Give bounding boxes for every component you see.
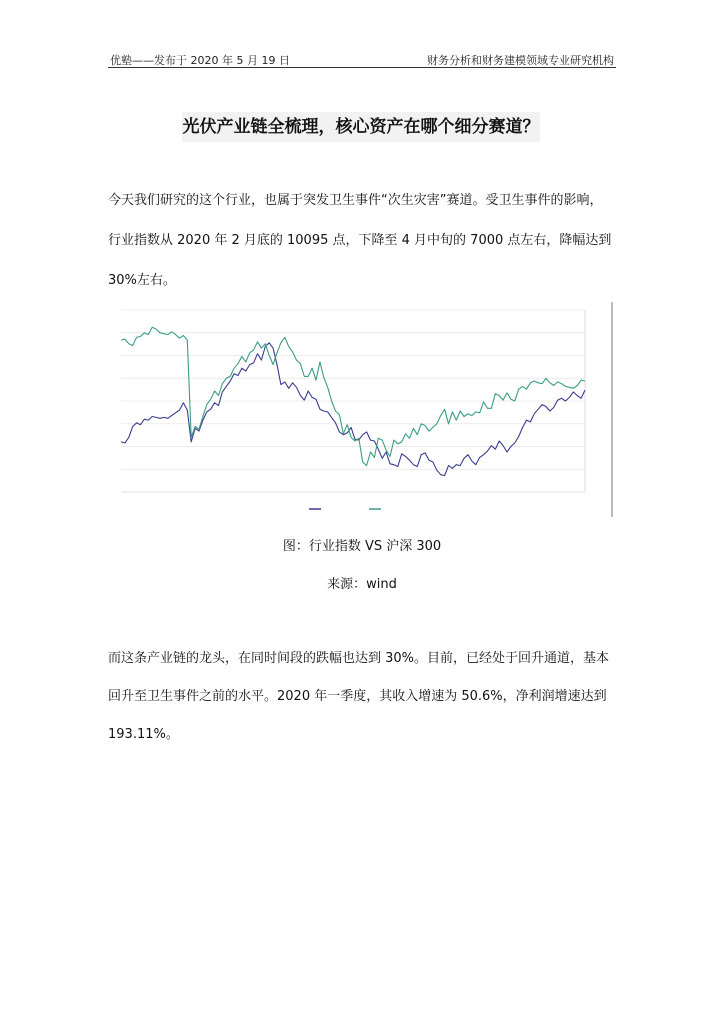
paragraph-line: 30%左右。 <box>108 273 176 288</box>
paragraph-line: 行业指数从 2020 年 2 月底的 10095 点，下降至 4 月中旬的 7000 点左右，降幅达到 <box>108 233 612 248</box>
paragraph-line: 今天我们研究的这个行业，也属于突发卫生事件“次生灾害”赛道。受卫生事件的影响， <box>108 193 603 208</box>
header-org-tagline: 财务分析和财务建模领域专业研究机构 <box>427 54 614 67</box>
header-publish-info: 优塾——发布于 2020 年 5 月 19 日 <box>110 54 290 67</box>
paragraph-line: 193.11%。 <box>108 727 179 742</box>
chart-svg <box>109 302 615 517</box>
figure-caption: 图：行业指数 VS 沪深 300 <box>282 539 442 554</box>
paragraph-line: 回升至卫生事件之前的水平。2020 年一季度，其收入增速为 50.6%，净利润增速达到 <box>108 689 607 704</box>
chart-background <box>109 302 615 517</box>
figure-source: 来源：wind <box>327 577 397 592</box>
index-comparison-chart <box>109 302 615 517</box>
header-divider <box>108 67 616 68</box>
paragraph-line: 而这条产业链的龙头，在同时间段的跌幅也达到 30%。目前，已经处于回升通道，基本 <box>108 651 610 666</box>
article-title: 光伏产业链全梳理，核心资产在哪个细分赛道？ <box>182 112 540 142</box>
